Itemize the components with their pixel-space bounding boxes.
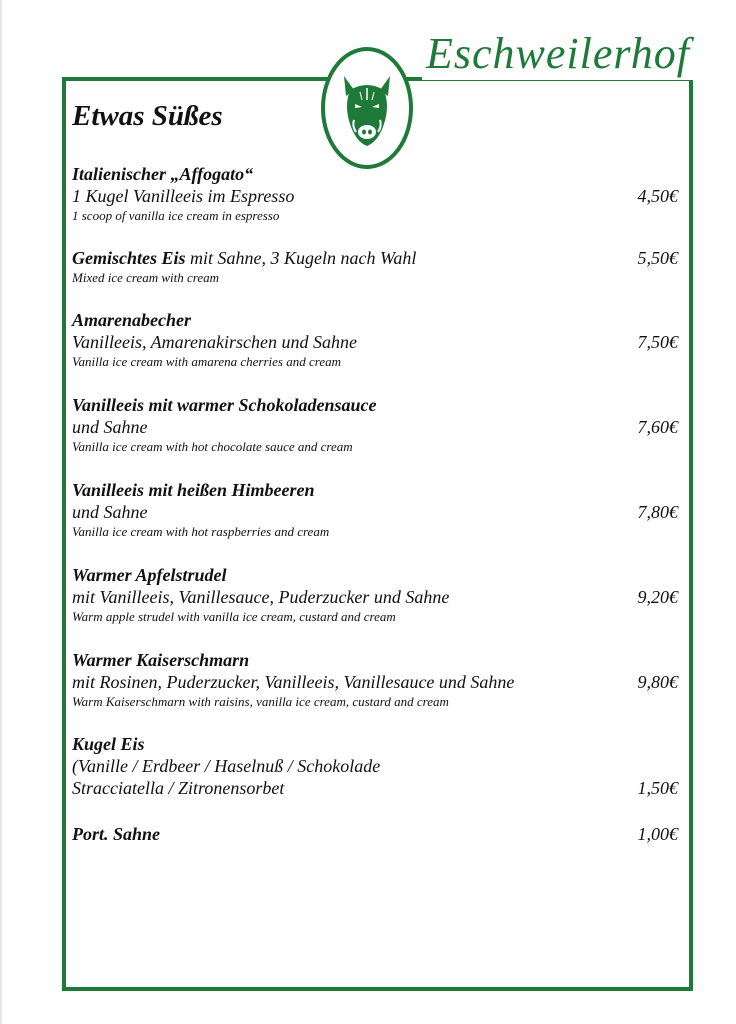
menu-item [72, 479, 684, 541]
menu-item [72, 649, 684, 711]
menu-item [72, 163, 684, 225]
item-name [72, 247, 684, 269]
item-description-en: Warm Kaiserschmarn with raisins, vanilla ice cream, custard and cream [72, 694, 449, 709]
section-title: Etwas Süßes [72, 100, 223, 132]
menu-item [72, 394, 684, 456]
item-description-de: und Sahne [72, 502, 148, 522]
item-name: Vanilleeis mit heißen Himbeeren [72, 480, 315, 500]
item-price: 7,60€ [637, 417, 678, 437]
item-description-de: Vanilleeis, Amarenakirschen und Sahne [72, 332, 357, 352]
item-price: 7,50€ [637, 332, 678, 352]
item-description-de: mit Rosinen, Puderzucker, Vanilleeis, Vanillesauce und Sahne [72, 672, 515, 692]
item-description-en: 1 scoop of vanilla ice cream in espresso [72, 208, 280, 223]
item-description-en: Mixed ice cream with cream [72, 270, 220, 285]
item-description-de: mit Vanilleeis, Vanillesauce, Puderzucker und Sahne [72, 587, 450, 607]
item-name: Port. Sahne [72, 824, 161, 844]
item-description-de: und Sahne [72, 417, 148, 437]
brand-name: Eschweilerhof [422, 28, 696, 80]
item-description-de: 1 Kugel Vanilleeis im Espresso [72, 186, 295, 206]
menu-item [72, 564, 684, 626]
menu-item [72, 733, 684, 799]
item-name: Kugel Eis [72, 734, 145, 754]
item-name: Italienischer „Affogato“ [72, 164, 254, 184]
item-description-en: Vanilla ice cream with hot raspberries and cream [72, 524, 330, 539]
item-price: 9,80€ [637, 672, 678, 692]
item-name: Warmer Kaiserschmarn [72, 650, 250, 670]
item-description-en: Warm apple strudel with vanilla ice cream, custard and cream [72, 609, 396, 624]
item-description-en: Vanilla ice cream with hot chocolate sauce and cream [72, 439, 353, 454]
item-description-de-2: Stracciatella / Zitronensorbet [72, 778, 285, 798]
item-price: 1,50€ [637, 778, 678, 798]
menu-item [72, 309, 684, 371]
item-name-rest: mit Sahne, 3 Kugeln nach Wahl [185, 248, 417, 268]
item-name-bold: Gemischtes Eis [72, 248, 186, 268]
item-description-en: Vanilla ice cream with amarena cherries and cream [72, 354, 341, 369]
menu-item [72, 247, 684, 287]
boar-head-icon [320, 46, 414, 170]
page-edge [0, 0, 2, 1024]
item-name: Vanilleeis mit warmer Schokoladensauce [72, 395, 377, 415]
item-price: 9,20€ [637, 587, 678, 607]
item-price: 1,00€ [637, 824, 678, 844]
item-name: Warmer Apfelstrudel [72, 565, 227, 585]
item-name: Amarenabecher [72, 310, 191, 330]
item-price: 7,80€ [637, 502, 678, 522]
item-price: 4,50€ [637, 186, 678, 206]
menu-item [72, 823, 684, 845]
item-price: 5,50€ [637, 248, 678, 268]
item-description-de: (Vanille / Erdbeer / Haselnuß / Schokolade [72, 756, 381, 776]
